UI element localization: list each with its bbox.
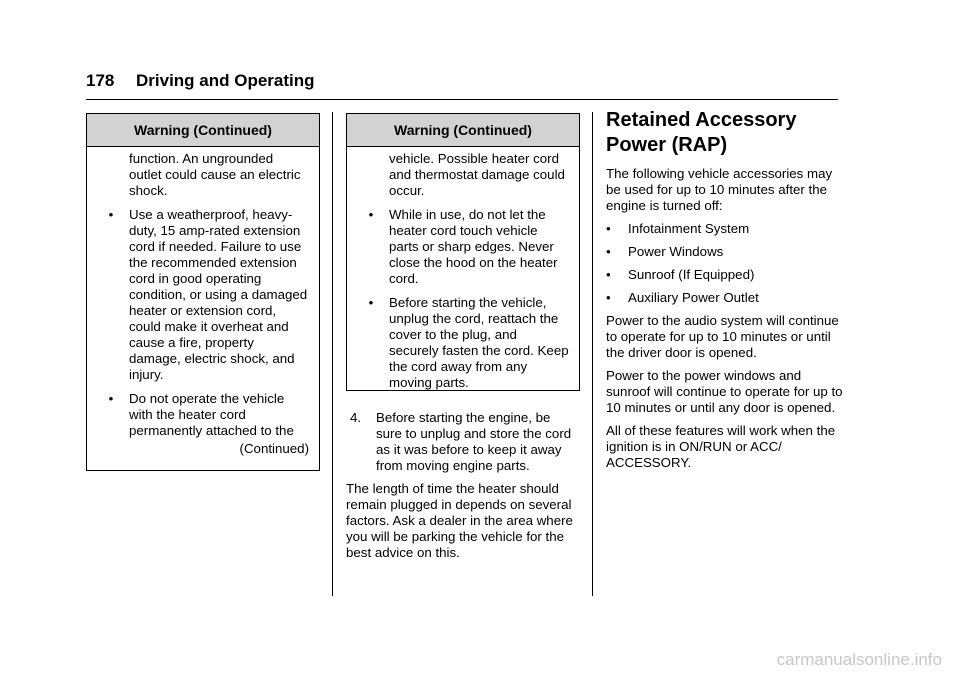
- warning-heading: Warning (Continued): [87, 114, 319, 147]
- warning-box-1: [86, 113, 320, 471]
- warning-text: vehicle. Possible heater cord and thermostat damage could occur.: [389, 151, 565, 198]
- rap-item-text: Sunroof (If Equipped): [628, 267, 755, 282]
- body-paragraph: The length of time the heater should remain plugged in depends on several factors. Ask a dealer in the area where you will be parking the vehicle for the best advice on this.: [346, 481, 573, 560]
- warning-list-item: [357, 207, 569, 287]
- bullet-icon: •: [368, 207, 374, 222]
- bullet-icon: •: [108, 207, 114, 222]
- rap-paragraph: All of these features will work when the ignition is in ON/RUN or ACC/ ACCESSORY.: [606, 423, 836, 470]
- rap-paragraph: Power to the power windows and sunroof will continue to operate for up to 10 minutes or until any door is opened.: [606, 368, 843, 415]
- rap-list-item: [606, 244, 846, 260]
- warning-item-text: While in use, do not let the heater cord touch vehicle parts or sharp edges. Never close the hood on the heater cord.: [389, 207, 558, 286]
- column-divider: [332, 112, 333, 596]
- page-header: [86, 71, 838, 100]
- rap-item-text: Auxiliary Power Outlet: [628, 290, 759, 305]
- warning-list-item: [357, 295, 569, 391]
- warning-box-2: [346, 113, 580, 391]
- column-divider: [592, 112, 593, 596]
- rap-list-item: [606, 221, 846, 237]
- continued-label: (Continued): [239, 441, 309, 456]
- page-number: 178: [86, 71, 115, 90]
- rap-section: [606, 108, 846, 478]
- numbered-step: [346, 410, 580, 474]
- rap-item-text: Power Windows: [628, 244, 724, 259]
- bullet-icon: •: [606, 244, 611, 259]
- bullet-icon: •: [368, 295, 374, 310]
- rap-intro: The following vehicle accessories may be used for up to 10 minutes after the engine is turned off:: [606, 166, 833, 213]
- warning-item-text: Do not operate the vehicle with the heater cord permanently attached to the: [129, 391, 294, 438]
- warning-heading: Warning (Continued): [347, 114, 579, 147]
- warning-item-text: Before starting the vehicle, unplug the cord, reattach the cover to the plug, and securely fasten the cord. Keep the cord away from any moving parts.: [389, 295, 569, 390]
- rap-item-text: Infotainment System: [628, 221, 750, 236]
- column-2-text: [346, 410, 580, 568]
- bullet-icon: •: [606, 221, 611, 236]
- rap-title: Retained Accessory Power (RAP): [606, 109, 797, 156]
- rap-list-item: [606, 290, 846, 306]
- section-title-header: Driving and Operating: [136, 71, 315, 90]
- step-text: Before starting the engine, be sure to unplug and store the cord as it was before to keep it away from moving engine parts.: [376, 410, 572, 473]
- rap-paragraph: Power to the audio system will continue to operate for up to 10 minutes or until the driver door is opened.: [606, 313, 839, 360]
- rap-list-item: [606, 267, 846, 283]
- warning-text: function. An ungrounded outlet could cause an electric shock.: [129, 151, 301, 198]
- bullet-icon: •: [108, 391, 114, 406]
- warning-item-text: Use a weatherproof, heavy-duty, 15 amp-rated extension cord if needed. Failure to use the recommended extension cord in good operating condition, or using a damaged heater or extension cord, could make it overheat and cause a fire, property damage, electric shock, and injury.: [129, 207, 308, 382]
- warning-list-item: [97, 207, 309, 383]
- bullet-icon: •: [606, 267, 611, 282]
- step-number: 4.: [350, 410, 362, 425]
- bullet-icon: •: [606, 290, 611, 305]
- warning-list-item: [97, 391, 309, 439]
- watermark: carmanualsonline.info: [776, 650, 942, 669]
